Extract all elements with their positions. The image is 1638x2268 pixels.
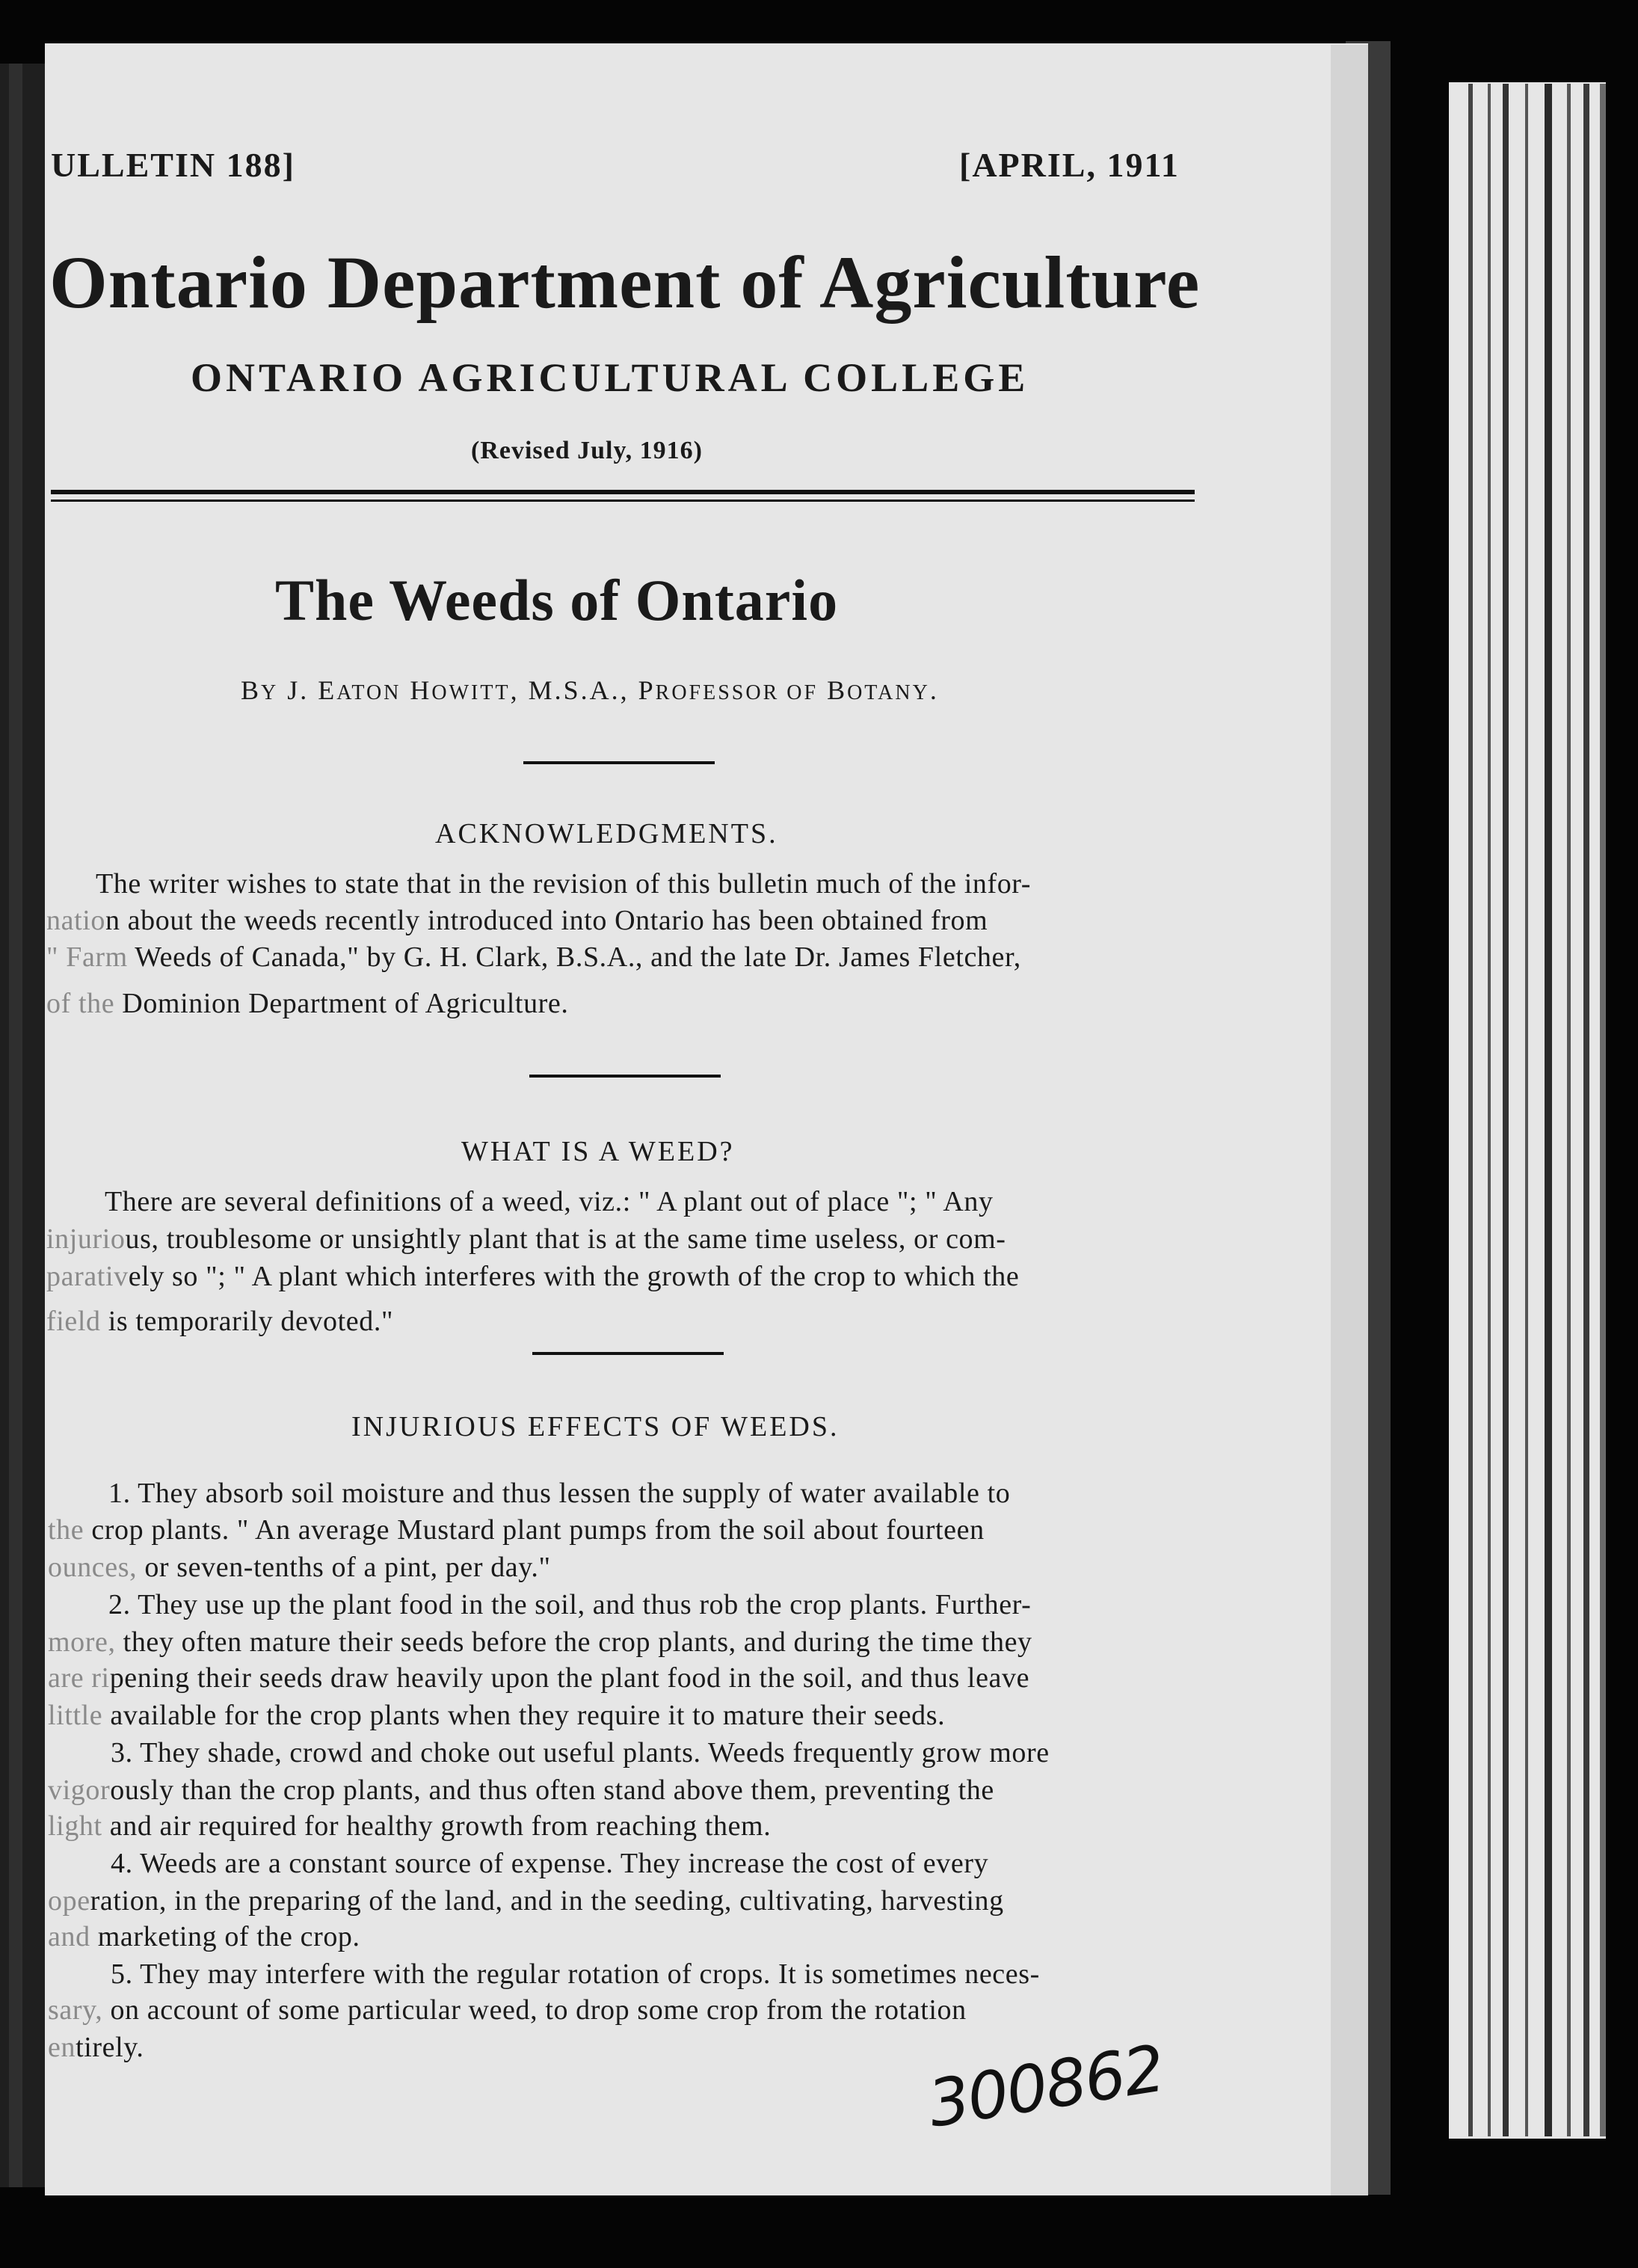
faded-text: injurio	[46, 1223, 126, 1255]
byline-part: ROFESSOR OF	[655, 681, 819, 704]
faded-text: the	[48, 1514, 84, 1546]
faded-text: natio	[46, 905, 105, 936]
faded-text: ope	[48, 1885, 90, 1917]
byline-part: OWITT	[431, 681, 511, 704]
paragraph-line	[46, 1223, 1006, 1256]
faded-text: en	[48, 2032, 76, 2063]
paragraph-line	[48, 1774, 994, 1807]
article-title: The Weeds of Ontario	[275, 568, 839, 633]
line-text: ely so "; " A plant which interferes with the growth of the crop to which the	[128, 1261, 1020, 1292]
page-edge-stack	[1449, 82, 1606, 2139]
paragraph-line	[108, 1588, 1031, 1621]
paragraph-line	[48, 2031, 144, 2064]
paragraph-line	[48, 1551, 551, 1584]
section-heading-what-is-a-weed: WHAT IS A WEED?	[461, 1136, 735, 1167]
paragraph-line	[48, 1810, 771, 1843]
line-text: they often mature their seeds before the crop plants, and during the time they	[115, 1626, 1032, 1658]
paragraph-line	[48, 1662, 1029, 1694]
faded-text: parativ	[46, 1261, 129, 1292]
paragraph-line	[46, 904, 988, 937]
byline-part: B	[241, 675, 262, 705]
paragraph-line	[111, 1847, 988, 1880]
line-text: Dominion Department of Agriculture.	[114, 988, 569, 1019]
faded-text: are ri	[48, 1662, 110, 1694]
byline-part: H	[410, 675, 432, 705]
faded-text: light	[48, 1810, 102, 1842]
faded-text: and	[48, 1921, 90, 1952]
line-text: pening their seeds draw heavily upon the plant food in the soil, and thus leave	[109, 1662, 1030, 1694]
bulletin-number: ULLETIN 188]	[51, 146, 295, 184]
paragraph-line	[46, 987, 569, 1020]
paragraph-line	[111, 1736, 1050, 1769]
faded-text: of the	[46, 988, 115, 1019]
handwritten-number: 300862	[923, 2031, 1169, 2142]
line-text: or seven-tenths of a pint, per day."	[137, 1552, 551, 1583]
faded-text: little	[48, 1700, 103, 1731]
line-text: Weeds of Canada," by G. H. Clark, B.S.A., and the late Dr. James Fletcher,	[127, 941, 1021, 973]
college-name: ONTARIO AGRICULTURAL COLLEGE	[191, 355, 1029, 400]
line-text: 5. They may interfere with the regular rotation of crops. It is sometimes neces-	[111, 1958, 1040, 1990]
byline-part: ATON	[336, 681, 401, 704]
publication-date: [APRIL, 1911	[959, 146, 1180, 184]
paragraph-line	[108, 1477, 1010, 1510]
byline-part: B	[827, 675, 848, 705]
line-text: The writer wishes to state that in the revision of this bulletin much of the infor-	[96, 868, 1032, 900]
section-heading-injurious-effects: INJURIOUS EFFECTS OF WEEDS.	[351, 1411, 840, 1442]
faded-text: field	[46, 1306, 101, 1337]
paragraph-line	[48, 1994, 967, 2026]
paragraph-line	[48, 1626, 1032, 1659]
paragraph-line	[48, 1699, 945, 1732]
paragraph-line	[48, 1920, 360, 1953]
paragraph-line	[111, 1958, 1040, 1991]
line-text: ration, in the preparing of the land, and in the seeding, cultivating, harvesting	[90, 1885, 1004, 1917]
line-text: is temporarily devoted."	[100, 1306, 394, 1337]
paragraph-line	[48, 1513, 985, 1546]
section-heading-acknowledgments: ACKNOWLEDGMENTS.	[435, 818, 778, 849]
paragraph-line	[105, 1185, 994, 1218]
paragraph-line	[48, 1884, 1004, 1917]
faded-text: vigor	[48, 1774, 111, 1806]
line-text: us, troublesome or unsightly plant that is at the same time useless, or com-	[125, 1223, 1006, 1255]
paragraph-line	[46, 1260, 1019, 1293]
line-text: 1. They absorb soil moisture and thus lessen the supply of water available to	[108, 1478, 1011, 1509]
line-text: available for the crop plants when they require it to mature their seeds.	[102, 1700, 946, 1731]
faded-text: " Farm	[46, 941, 128, 973]
line-text: tirely.	[76, 2032, 144, 2063]
line-text: 3. They shade, crowd and choke out useful plants. Weeds frequently grow more	[111, 1737, 1050, 1768]
faded-text: ounces,	[48, 1552, 138, 1583]
line-text: on account of some particular weed, to drop some crop from the rotation	[102, 1994, 967, 2026]
line-text: and air required for healthy growth from reaching them.	[102, 1810, 772, 1842]
byline-part: , M.S.A., P	[510, 675, 656, 705]
revision-note: (Revised July, 1916)	[471, 437, 703, 464]
department-title: Ontario Department of Agriculture	[49, 241, 1201, 324]
byline-part: OTANY	[847, 681, 930, 704]
line-text: 4. Weeds are a constant source of expense. They increase the cost of every	[111, 1848, 989, 1879]
faded-text: more,	[48, 1626, 116, 1658]
paragraph-line	[96, 867, 1031, 900]
byline	[241, 674, 939, 706]
line-text: There are several definitions of a weed, viz.: " A plant out of place "; " Any	[105, 1186, 994, 1217]
paragraph-line	[46, 1305, 393, 1338]
paragraph-line	[46, 941, 1021, 974]
line-text: n about the weeds recently introduced into Ontario has been obtained from	[105, 905, 988, 936]
faded-text: sary,	[48, 1994, 103, 2026]
byline-part: Y	[261, 681, 279, 704]
byline-part: J. E	[287, 675, 337, 705]
byline-part: .	[929, 675, 939, 705]
line-text: ously than the crop plants, and thus often stand above them, preventing the	[110, 1774, 994, 1806]
line-text: crop plants. " An average Mustard plant pumps from the soil about fourteen	[84, 1514, 985, 1546]
line-text: 2. They use up the plant food in the soil, and thus rob the crop plants. Further-	[108, 1589, 1032, 1620]
line-text: marketing of the crop.	[90, 1921, 360, 1952]
